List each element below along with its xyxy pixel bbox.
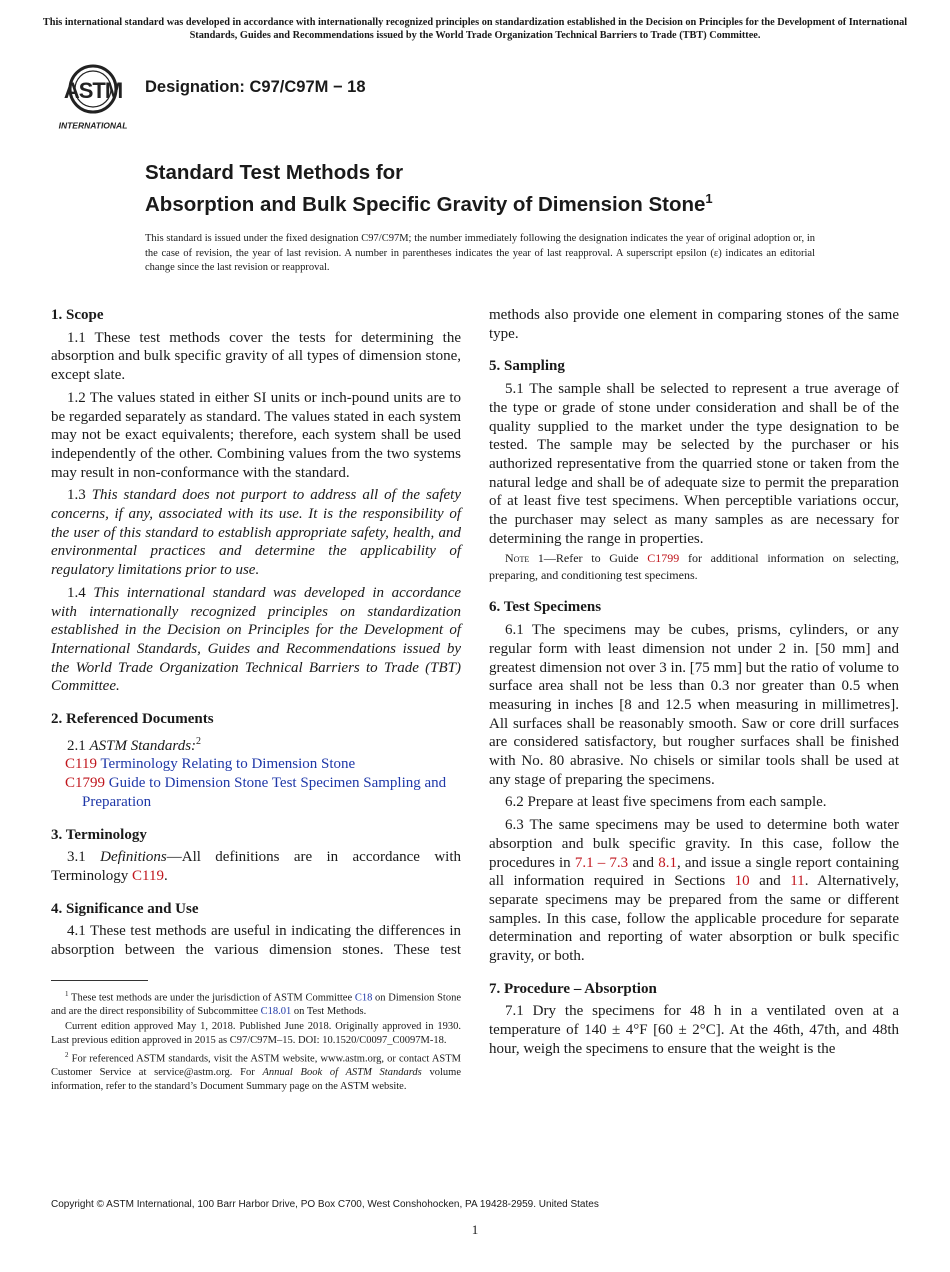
link-8-1[interactable]: 8.1 [658,854,677,871]
footnote-1: $^1$ These test methods are under the jurisdiction of ASTM Committee C18 on Dimension Stone and are the direct responsibility of Subcommittee C18.01 on Test Methods. [51,990,461,1018]
paragraph-6-1: 6.1 The specimens may be cubes, prisms, cylinders, or any regular form with least dimension not under 2 in. [50 mm] and greatest dimension not over 3 in. [75 mm] but the ratio of volume to surface area shall not be less than 0.3 nor greater than 0.5 when measuring in inches [8 and 12.5 when measuring in millimetres]. All surfaces shall be reasonably smooth. Saw or core drill surfaces are considered satisfactory, but rougher surfaces shall be finished with No. 80 abrasive. No chisels or similar tools shall be used at any stage of preparing the specimens. [489,622,899,788]
title-line-1: Standard Test Methods for [145,161,404,184]
paragraph-1-2: 1.2 The values stated in either SI units or inch-pound units are to be regarded separately as standard. The values stated in each system may not be exact equivalents; therefore, each system shall be used independently of the other. Combining values from the two systems may result in non-conformance with the standard. [51,389,461,481]
astm-logo [52,58,134,132]
paragraph-6-3: 6.3 The same specimens may be used to determine both water absorption and bulk specific gravity. In this case, follow the procedures in 7.1 – 7.3 and 8.1, and issue a single report containing all information required in Sections 10 and 11. Alternatively, separate specimens may be prepared from the same or different samples. In this case, follow the applicable procedure for separate determination and reporting of water absorption or bulk specific gravity, or both. [489,817,900,965]
link-c18-01[interactable]: C18.01 [260,1006,292,1018]
logo-wordmark: INTERNATIONAL [58,120,128,131]
section-heading-referenced-documents: 2. Referenced Documents [51,711,214,728]
paragraph-2-1: 2.1 ASTM Standards:$^2$ [67,735,202,754]
link-section-10[interactable]: 10 [734,873,750,890]
footnote-divider [51,980,148,981]
paragraph-6-2: 6.2 Prepare at least five specimens from each sample. [505,794,827,811]
document-title [145,160,865,218]
reference-c1799[interactable]: C1799 Guide to Dimension Stone Test Specimen Sampling and Preparation [65,775,447,810]
section-heading-scope: 1. Scope [51,307,104,323]
top-notice: This international standard was developed in accordance with internationally recognized principles on standardization established in the Decision on Principles for the Development of International Standards, Guides and Recommendations issued by the World Trade Organization Technical Barriers to Trade (TBT) Committee. [42,17,908,41]
link-c18[interactable]: C18 [354,992,373,1004]
paragraph-1-4: 1.4 This international standard was developed in accordance with internationally recognized principles on standardization established in the Decision on Principles for the Development of International Standards, Guides and Recommendations issued by the World Trade Organization Technical Barriers to Trade (TBT) Committee. [51,584,462,695]
footnotes [51,988,461,1095]
designation: Designation: C97/C97M − 18 [145,78,366,96]
page-number: 1 [471,1222,479,1237]
footnote-2: $^2$ For referenced ASTM standards, visit the ASTM website, www.astm.org, or contact ASTM Customer Service at service@astm.org. For Annual Book of ASTM Standards volume information, refer to the standard’s Document Summary page on the ASTM website. [51,1050,461,1092]
link-7-1-7-3[interactable]: 7.1 – 7.3 [574,854,629,871]
paragraph-3-1: 3.1 Definitions—All definitions are in accordance with Terminology C119. [51,849,461,884]
section-heading-procedure-absorption: 7. Procedure – Absorption [489,980,657,997]
footnote-edition: Current edition approved May 1, 2018. Published June 2018. Originally approved in 1930. Last previous edition approved in 2015 as C97/C97M–15. DOI: 10.1520/C0097_C0097M-18. [51,1021,461,1046]
link-c1799[interactable]: C1799 [647,551,680,566]
paragraph-1-3: 1.3 This standard does not purport to address all of the safety concerns, if any, associated with its use. It is the responsibility of the user of this standard to establish appropriate safety, health, and environmental practices and determine the applicability of regulatory limitations prior to use. [51,487,462,579]
link-section-11[interactable]: 11 [790,873,805,890]
link-c119[interactable]: C119 [132,867,164,884]
title-footnote-marker: 1 [705,191,713,206]
note-1: Note 1—Refer to Guide C1799 for additional information on selecting, preparing, and conditioning test specimens. [489,551,900,583]
section-heading-sampling: 5. Sampling [489,358,565,375]
section-heading-terminology: 3. Terminology [51,826,147,843]
title-line-2: Absorption and Bulk Specific Gravity of Dimension Stone$^1$ [145,191,713,216]
paragraph-4-1-continued: methods also provide one element in comparing stones of the same type. [489,307,899,342]
paragraph-1-1: 1.1 These test methods cover the tests for determining the absorption and bulk specific gravity of all types of dimension stone, except slate. [51,329,461,384]
section-heading-significance: 4. Significance and Use [51,900,199,917]
svg-text:ASTM: ASTM [63,78,123,103]
reference-c119[interactable]: C119 Terminology Relating to Dimension Stone [65,756,356,773]
paragraph-7-1: 7.1 Dry the specimens for 48 h in a ventilated oven at a temperature of 140 ± 4°F [60 ± 2°C]. At the 46th, 47th, and 48th hour, weigh the specimens to ensure that the weight is the [489,1003,899,1057]
paragraph-4-1: 4.1 These test methods are useful in indicating the differences in absorption between the various dimension stones. These test [51,923,461,959]
section-heading-test-specimens: 6. Test Specimens [489,599,602,616]
issue-statement: This standard is issued under the fixed designation C97/C97M; the number immediately following the designation indicates the year of original adoption or, in the case of revision, the year of last revision. A number in parentheses indicates the year of last reapproval. A superscript epsilon (ε) indicates an editorial change since the last revision or reapproval. [145,233,815,273]
paragraph-5-1: 5.1 The sample shall be selected to represent a true average of the type or grade of stone under consideration and shall be of the quality supplied to the market under the type designation to be tested. The sample may be selected by the purchaser or his authorized representative from the quarried stone or taken from the natural ledge and shall be of adequate size to permit the preparation of at least five test specimens. When perceptible variations occur, the purchaser may select as many samples as are necessary for determining the range in properties. [489,381,899,547]
left-column [51,306,461,960]
copyright: Copyright © ASTM International, 100 Barr Harbor Drive, PO Box C700, West Conshohocken, PA 19428-2959. United States [51,1199,599,1210]
right-column [489,306,899,1059]
